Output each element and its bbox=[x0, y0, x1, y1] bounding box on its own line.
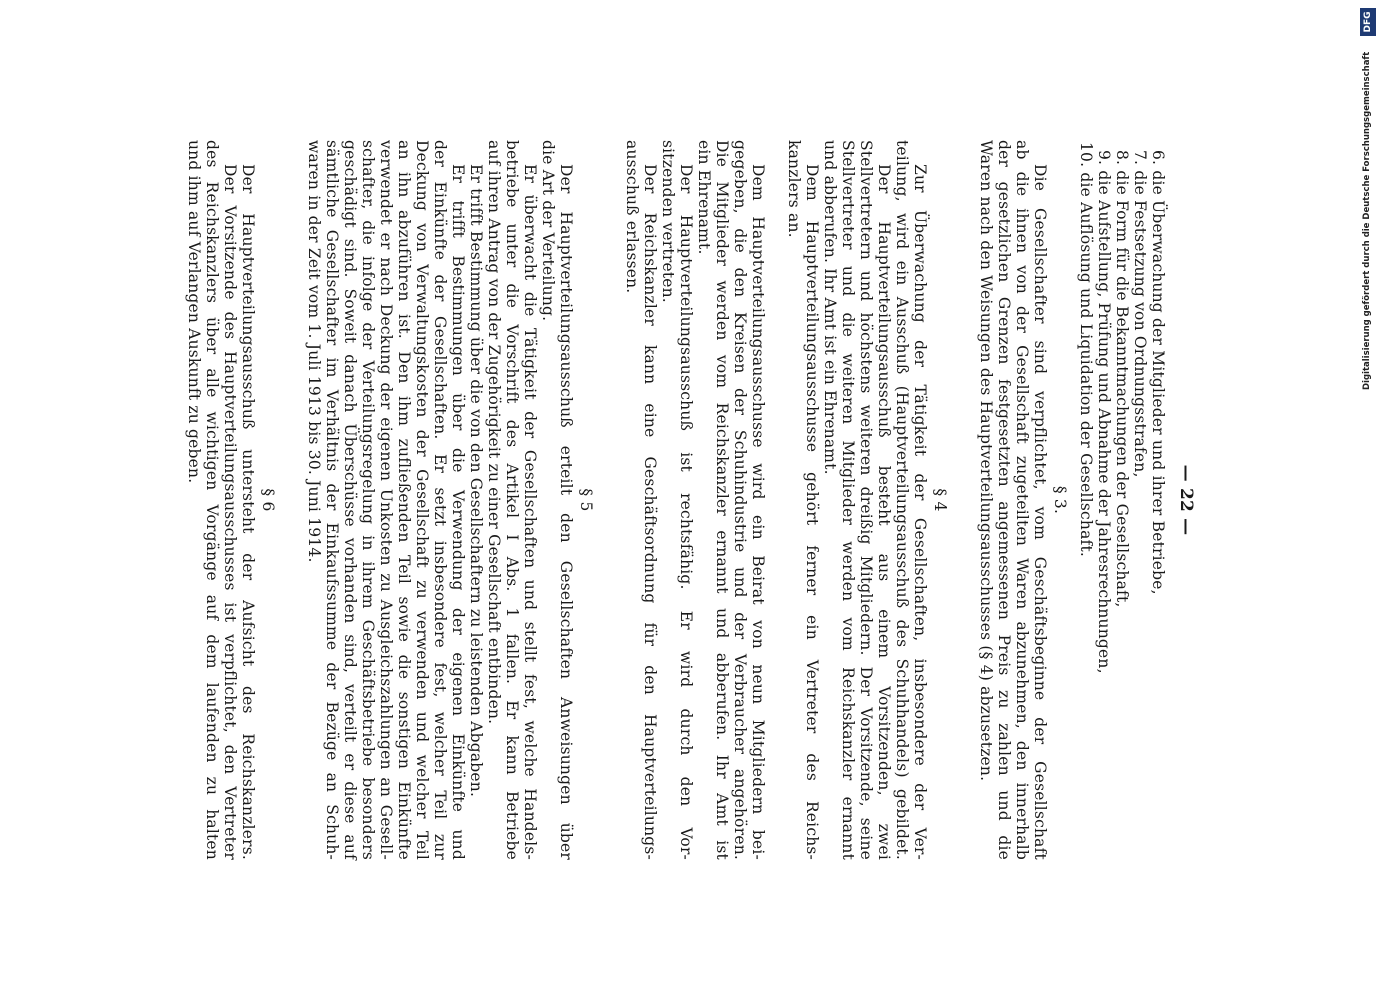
digitization-sidebar bbox=[1353, 0, 1383, 1000]
paragraph-line: die Art der Verteilung. bbox=[539, 140, 557, 322]
paragraph-line: Stellvertretern und höchstens weiteren dreißig Mitgliedern. Der Vorsitzende, seine bbox=[857, 140, 875, 860]
paragraph-line: Der Reichskanzler kann eine Geschäftsordnung für den Hauptverteilungs- bbox=[641, 164, 659, 860]
paragraph-line: ein Ehrenamt. bbox=[695, 140, 713, 255]
paragraph-line: kanzlers an. bbox=[785, 140, 803, 238]
paragraph-line: betriebe unter die Vorschrift des Artikel I Abs. 1 fallen. Er kann Betriebe bbox=[503, 140, 521, 860]
paragraph-line: sitzenden vertreten. bbox=[659, 140, 677, 303]
list-item: 6. die Überwachung der Mitglieder und ihrer Betriebe, bbox=[1149, 150, 1167, 595]
paragraph-line: Der Hauptverteilungsausschuß untersteht der Aufsicht des Reichskanzlers. bbox=[239, 164, 257, 860]
paragraph-line: auf ihren Antrag von der Zugehörigkeit zu einer Gesellschaft entbinden. bbox=[485, 140, 503, 725]
paragraph-line: Dem Hauptverteilungsausschusse wird ein Beirat von neun Mitgliedern bei- bbox=[749, 164, 767, 860]
paragraph-line: Der Hauptverteilungsausschuß ist rechtsfähig. Er wird durch den Vor- bbox=[677, 164, 695, 860]
paragraph-line: und abberufen. Ihr Amt ist ein Ehrenamt. bbox=[821, 140, 839, 475]
paragraph-line: Dem Hauptverteilungsausschusse gehört ferner ein Vertreter des Reichs- bbox=[803, 164, 821, 860]
paragraph-line: verwendet er nach Deckung der eigenen Unkosten zu Ausgleichszahlungen an Gesell- bbox=[377, 140, 395, 860]
paragraph-line: an ihn abzuführen ist. Den ihm zufließenden Teil sowie die sonstigen Einkünfte bbox=[395, 140, 413, 860]
paragraph-line: ausschuß erlassen. bbox=[623, 140, 641, 294]
section-heading: § 4 bbox=[931, 488, 949, 512]
paragraph-line: Der Vorsitzende des Hauptverteilungsausschusses ist verpflichtet, den Vertreter bbox=[221, 164, 239, 860]
paragraph-line: und ihm auf Verlangen Auskunft zu geben. bbox=[185, 140, 203, 484]
paragraph-line: Er trifft Bestimmung über die von den Gesellschaftern zu leistenden Abgaben. bbox=[467, 164, 485, 798]
paragraph-line: der Einkünfte der Gesellschaften. Er setzt insbesondere fest, welcher Teil zur bbox=[431, 140, 449, 860]
paragraph-line: schafter, die infolge der Verteilungsregelung in ihrem Geschäftsbetriebe besonders bbox=[359, 140, 377, 860]
paragraph-line: Der Hauptverteilungsausschuß besteht aus einem Vorsitzenden, zwei bbox=[875, 164, 893, 860]
dfg-logo: DFG bbox=[1360, 8, 1376, 36]
paragraph-line: Die Mitglieder werden vom Reichskanzler ernannt und abberufen. Ihr Amt ist bbox=[713, 140, 731, 860]
paragraph-line: Stellvertreter und die weiteren Mitglieder werden vom Reichskanzler ernannt bbox=[839, 140, 857, 860]
page-number: — 22 — bbox=[1176, 464, 1196, 536]
paragraph-line: Er überwacht die Tätigkeit der Gesellschaften und stellt fest, welche Handels- bbox=[521, 164, 539, 860]
paragraph-line: waren in der Zeit vom 1. Juli 1913 bis 30. Juni 1914. bbox=[305, 140, 323, 563]
list-item: 9. die Aufstellung, Prüfung und Abnahme der Jahresrechnungen, bbox=[1095, 150, 1113, 674]
paragraph-line: der gesetzlichen Grenzen festgesetzten angemessenen Preis zu zahlen und die bbox=[995, 140, 1013, 860]
paragraph-line: Der Hauptverteilungsausschuß erteilt den Gesellschaften Anweisungen über bbox=[557, 164, 575, 860]
rotated-text-block bbox=[75, 140, 1195, 860]
paragraph-line: gegeben, die den Kreisen der Schuhindustrie und der Verbraucher angehören. bbox=[731, 140, 749, 860]
list-item: 8. die Form für die Bekanntmachungen der Gesellschaft, bbox=[1113, 150, 1131, 608]
section-heading: § 3. bbox=[1051, 485, 1069, 515]
digitization-credit: Digitalisierung gefördert durch die Deutsche Forschungsgemeinschaft bbox=[1362, 51, 1372, 390]
paragraph-line: Waren nach den Weisungen des Hauptverteilungsausschusses (§ 4) abzusetzen. bbox=[977, 140, 995, 782]
section-heading: § 5 bbox=[577, 488, 595, 512]
paragraph-line: Die Gesellschafter sind verpflichtet, vom Geschäftsbeginne der Gesellschaft bbox=[1031, 164, 1049, 860]
paragraph-line: teilung, wird ein Ausschuß (Hauptverteilungsausschuß des Schuhhandels) gebildet. bbox=[893, 140, 911, 860]
list-item: 7. die Festsetzung von Ordnungsstrafen, bbox=[1131, 150, 1149, 478]
list-item: 10. die Auflösung und Liquidation der Gesellschaft. bbox=[1077, 142, 1095, 558]
paragraph-line: Zur Überwachung der Tätigkeit der Gesellschaften, insbesondere der Ver- bbox=[911, 164, 929, 860]
paragraph-line: ab die ihnen von der Gesellschaft zugeteilten Waren abzunehmen, den innerhalb bbox=[1013, 140, 1031, 860]
paragraph-line: geschädigt sind. Soweit danach Überschüsse vorhanden sind, verteilt er diese auf bbox=[341, 140, 359, 860]
section-heading: § 6 bbox=[259, 488, 277, 512]
paragraph-line: des Reichskanzlers über alle wichtigen Vorgänge auf dem laufenden zu halten bbox=[203, 140, 221, 860]
paragraph-line: Er trifft Bestimmungen über die Verwendung der eigenen Einkünfte und bbox=[449, 164, 467, 860]
paragraph-line: sämtliche Gesellschafter im Verhältnis der Einkaufssumme der Bezüge an Schuh- bbox=[323, 140, 341, 860]
paragraph-line: Deckung von Verwaltungskosten der Gesellschaft zu verwenden und welcher Teil bbox=[413, 140, 431, 860]
